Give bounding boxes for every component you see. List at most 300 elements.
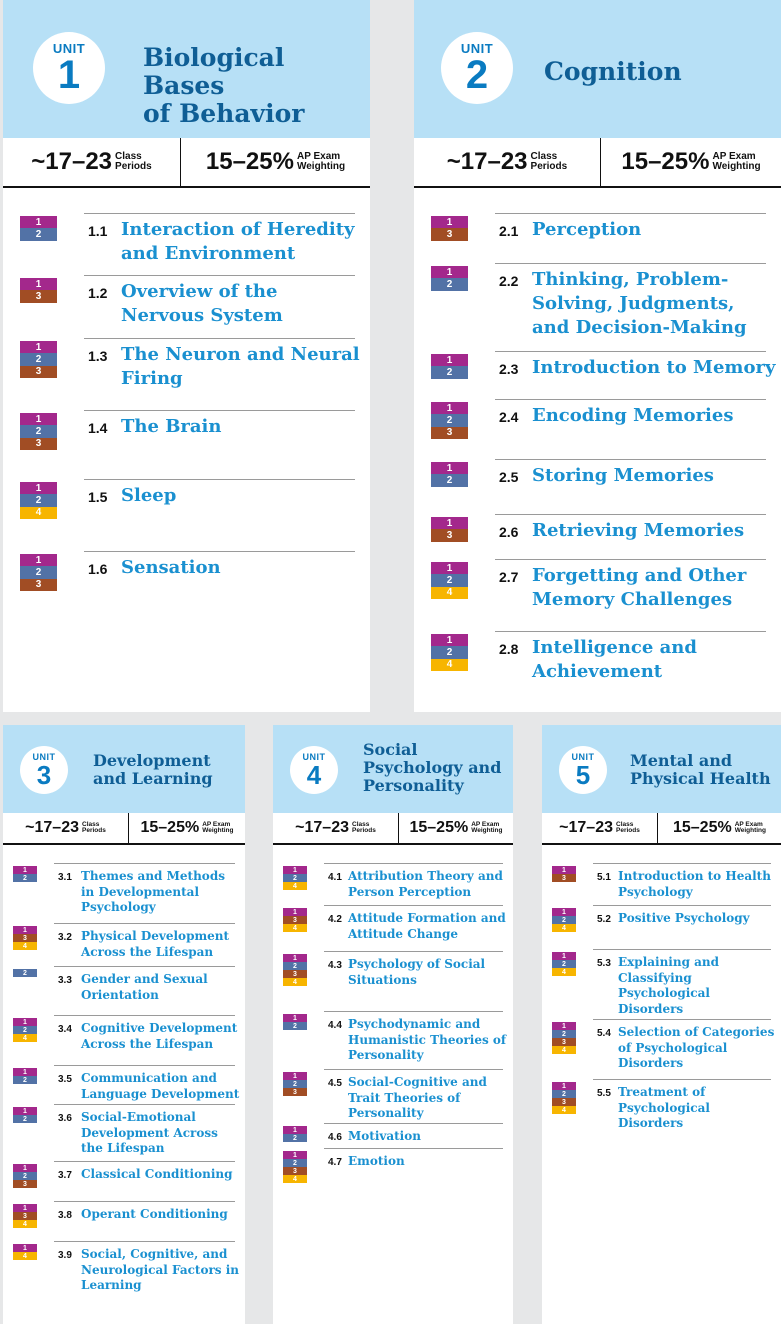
- topic-title[interactable]: [81, 1207, 245, 1223]
- skill-chips: [13, 1244, 37, 1260]
- topic-title-line: Language Development: [81, 1086, 240, 1101]
- topic-row[interactable]: [3, 412, 370, 450]
- topic-title[interactable]: [81, 1247, 245, 1294]
- unit-number: 5: [575, 759, 591, 790]
- topic-title-line: Social, Cognitive, and: [81, 1247, 228, 1261]
- skill-chip-2: 2: [552, 916, 576, 924]
- unit-label: UNIT: [460, 40, 494, 56]
- topic-row[interactable]: [414, 401, 781, 439]
- topic-row[interactable]: [273, 1071, 513, 1120]
- topic-title[interactable]: [348, 869, 513, 900]
- topic-title[interactable]: [81, 1071, 245, 1102]
- topic-title[interactable]: [81, 1021, 245, 1052]
- topic-title-line: Person Perception: [348, 884, 472, 899]
- skill-chips: [13, 1164, 37, 1188]
- skill-chip-1: 1: [552, 866, 576, 874]
- topic-title[interactable]: [121, 219, 365, 267]
- topic-number: 4.6: [328, 1131, 342, 1143]
- exam-weighting-label-line: AP Exam: [734, 820, 763, 828]
- topic-divider: [593, 1079, 771, 1080]
- class-periods-label-line: Periods: [616, 827, 640, 834]
- topic-row[interactable]: [3, 1163, 245, 1188]
- skill-chips: [283, 908, 307, 932]
- topic-row[interactable]: [3, 865, 245, 914]
- skill-chip-1: 1: [13, 926, 37, 934]
- topic-divider: [324, 863, 503, 864]
- topic-row[interactable]: [3, 1067, 245, 1101]
- unit-stats-bar: [3, 138, 370, 188]
- class-periods-label-line: Class: [616, 820, 634, 828]
- skill-chip-4: 4: [283, 1175, 307, 1183]
- skill-chip-1: 1: [13, 866, 37, 874]
- unit-title: [544, 58, 682, 86]
- topic-title[interactable]: [348, 1154, 513, 1170]
- topic-number: 1.1: [88, 222, 108, 239]
- topic-row[interactable]: [3, 553, 370, 591]
- unit-title-line: Social: [363, 740, 418, 759]
- topic-title-line: Sleep: [121, 485, 177, 506]
- topic-title[interactable]: [618, 955, 781, 1017]
- topic-title-line: Physical Development: [81, 929, 230, 943]
- topic-title[interactable]: [618, 869, 781, 900]
- topic-title-line: Treatment of: [618, 1085, 706, 1099]
- exam-weighting-label-line: Weighting: [296, 161, 346, 172]
- topic-title[interactable]: [618, 1085, 781, 1132]
- topic-row[interactable]: [414, 215, 781, 240]
- topic-title-line: Thinking, Problem-: [532, 269, 729, 290]
- class-periods: [3, 148, 180, 176]
- exam-weighting-label-line: Weighting: [471, 827, 503, 834]
- topic-title[interactable]: [532, 405, 776, 429]
- skill-chip-1: 1: [20, 554, 57, 566]
- unit-badge: [441, 32, 513, 104]
- topic-title-line: Psychodynamic and: [348, 1017, 481, 1031]
- skill-chips: [20, 216, 57, 241]
- topic-title-line: Communication and: [81, 1071, 217, 1085]
- unit-stats-bar: [542, 813, 781, 845]
- skill-chip-2: 2: [13, 1076, 37, 1084]
- topic-title[interactable]: [121, 344, 365, 392]
- skill-chips: [431, 517, 468, 542]
- unit-number: 4: [306, 759, 322, 790]
- topic-title-line: Across the Lifespan: [81, 1036, 214, 1051]
- skill-chip-2: 2: [283, 1080, 307, 1088]
- topic-row[interactable]: [414, 353, 781, 378]
- unit-title-line: Biological Bases: [143, 43, 285, 100]
- topic-title-line: and Decision-Making: [532, 317, 747, 338]
- topic-number: 4.4: [328, 1019, 342, 1031]
- exam-weighting-label: [202, 822, 233, 835]
- topic-row[interactable]: [414, 265, 781, 338]
- skill-chip-1: 1: [552, 952, 576, 960]
- skill-chips: [13, 1204, 37, 1228]
- topic-number: 2.8: [499, 640, 519, 657]
- unit-title-line: Mental and: [630, 751, 733, 770]
- skill-chip-2: 2: [283, 874, 307, 882]
- unit-1-card: [3, 0, 370, 712]
- topic-row[interactable]: [3, 340, 370, 389]
- topic-title-line: Positive Psychology: [618, 911, 750, 925]
- skill-chip-1: 1: [20, 278, 57, 290]
- skill-chips: [20, 341, 57, 378]
- exam-weighting-label: [297, 152, 345, 172]
- topic-number: 2.2: [499, 272, 519, 289]
- topic-divider: [54, 863, 235, 864]
- skill-chip-4: 4: [431, 659, 468, 671]
- topic-number: 3.4: [58, 1023, 72, 1035]
- topic-row[interactable]: [3, 277, 370, 326]
- skill-chip-4: 4: [13, 942, 37, 950]
- topic-number: 2.3: [499, 360, 519, 377]
- topic-divider: [324, 1069, 503, 1070]
- unit-label: UNIT: [302, 751, 326, 762]
- topic-title-line: Social-Emotional: [81, 1110, 196, 1124]
- topic-title-line: The Brain: [121, 416, 222, 437]
- topic-row[interactable]: [414, 561, 781, 610]
- topic-title-line: Firing: [121, 368, 183, 389]
- topic-number: 3.1: [58, 871, 72, 883]
- skill-chip-3: 3: [283, 1088, 307, 1096]
- topic-row[interactable]: [3, 925, 245, 959]
- topic-title[interactable]: [348, 957, 513, 988]
- skill-chips: [283, 1014, 307, 1030]
- topic-title-line: Humanistic Theories of: [348, 1032, 507, 1047]
- topic-number: 1.6: [88, 560, 108, 577]
- topic-title-line: Across the Lifespan: [81, 944, 214, 959]
- topic-title[interactable]: [81, 1110, 245, 1157]
- skill-chips: [20, 278, 57, 303]
- topic-title-line: Psychological: [618, 1100, 710, 1115]
- topic-title-line: Explaining and: [618, 955, 720, 969]
- exam-weighting-label-line: Weighting: [712, 161, 761, 172]
- unit-badge: [559, 746, 607, 794]
- exam-weighting: [399, 819, 513, 837]
- skill-chip-3: 3: [552, 874, 576, 882]
- unit-number: 3: [36, 759, 52, 790]
- skill-chip-2: 2: [13, 1026, 37, 1034]
- topic-row[interactable]: [273, 1150, 513, 1183]
- topic-title-line: Intelligence and: [532, 637, 697, 658]
- topic-number: 5.3: [597, 957, 611, 969]
- topic-title-line: Interaction of Heredity: [121, 219, 355, 240]
- exam-weighting-label-line: Weighting: [734, 827, 766, 834]
- topic-divider: [324, 1123, 503, 1124]
- topic-number: 4.7: [328, 1156, 342, 1168]
- unit-title: [630, 752, 771, 788]
- topic-row[interactable]: [3, 968, 245, 1002]
- unit-3-card: [3, 725, 245, 1324]
- topic-title[interactable]: [532, 357, 776, 381]
- class-periods-label-line: Periods: [115, 161, 152, 172]
- skill-chip-1: 1: [13, 1244, 37, 1252]
- class-periods-label-line: Periods: [352, 827, 376, 834]
- topic-title-line: Storing Memories: [532, 465, 714, 486]
- topic-row[interactable]: [3, 1017, 245, 1051]
- unit-badge: [20, 746, 68, 794]
- unit-title-line: and Learning: [93, 768, 213, 788]
- skill-chips: [431, 354, 468, 379]
- topic-row[interactable]: [542, 1081, 781, 1130]
- skill-chip-3: 3: [13, 1180, 37, 1188]
- skill-chip-4: 4: [552, 1106, 576, 1114]
- class-periods-label-line: Class: [82, 820, 100, 828]
- topic-title-line: Memory Challenges: [532, 589, 733, 610]
- topic-title[interactable]: [532, 269, 776, 341]
- topic-row[interactable]: [273, 953, 513, 987]
- skill-chip-3: 3: [431, 228, 468, 240]
- exam-weighting: [658, 819, 781, 837]
- class-periods-value: ~17–23: [295, 819, 349, 836]
- skill-chip-3: 3: [283, 916, 307, 924]
- skill-chip-1: 1: [552, 1022, 576, 1030]
- topic-title[interactable]: [532, 520, 776, 544]
- exam-weighting-value: 15–25%: [140, 819, 200, 836]
- skill-chips: [20, 554, 57, 591]
- skill-chip-1: 1: [13, 1068, 37, 1076]
- topic-row[interactable]: [542, 951, 781, 1016]
- unit-title: [363, 741, 501, 795]
- exam-weighting-value: 15–25%: [672, 819, 732, 836]
- class-periods-label: [531, 152, 568, 172]
- topic-title[interactable]: [618, 1025, 781, 1072]
- exam-weighting-value: 15–25%: [621, 148, 710, 175]
- unit-number: 2: [465, 52, 489, 97]
- class-periods: [414, 148, 600, 176]
- topic-row[interactable]: [3, 215, 370, 264]
- unit-title: [93, 752, 213, 788]
- skill-chip-2: 2: [552, 1090, 576, 1098]
- class-periods-label-line: Periods: [82, 827, 106, 834]
- skill-chip-1: 1: [431, 517, 468, 529]
- exam-weighting-label-line: AP Exam: [202, 820, 231, 828]
- topic-divider: [593, 949, 771, 950]
- unit-header: [542, 725, 781, 813]
- topic-title[interactable]: [121, 281, 365, 329]
- skill-chips: [13, 1018, 37, 1042]
- topic-title-line: Retrieving Memories: [532, 520, 745, 541]
- skill-chip-2: 2: [13, 874, 37, 882]
- topic-number: 1.5: [88, 488, 108, 505]
- topic-title-line: Achievement: [532, 661, 663, 682]
- topic-title-line: Psychology: [81, 900, 156, 914]
- topic-divider: [495, 459, 766, 460]
- topic-title[interactable]: [618, 911, 781, 927]
- unit-header: [414, 0, 781, 138]
- unit-5-card: [542, 725, 781, 1324]
- skill-chip-4: 4: [13, 1034, 37, 1042]
- unit-label: UNIT: [52, 40, 86, 56]
- unit-title-line: of Behavior: [143, 99, 305, 128]
- topic-divider: [495, 631, 766, 632]
- skill-chip-2: 2: [431, 278, 468, 290]
- topic-number: 3.2: [58, 931, 72, 943]
- class-periods: [3, 819, 128, 837]
- topic-title-line: Overview of the: [121, 281, 278, 302]
- skill-chips: [552, 952, 576, 976]
- skill-chip-2: 2: [13, 1115, 37, 1123]
- skill-chip-4: 4: [552, 1046, 576, 1054]
- exam-weighting-value: 15–25%: [205, 148, 294, 175]
- topic-number: 5.4: [597, 1027, 611, 1039]
- topic-title-line: Gender and Sexual: [81, 972, 208, 986]
- topic-divider: [593, 1019, 771, 1020]
- topic-title-line: Social-Cognitive and: [348, 1075, 487, 1089]
- topic-divider: [84, 410, 355, 411]
- topic-title[interactable]: [532, 637, 776, 685]
- skill-chip-1: 1: [283, 1126, 307, 1134]
- topic-divider: [54, 1201, 235, 1202]
- topic-divider: [54, 1241, 235, 1242]
- skill-chip-2: 2: [283, 1159, 307, 1167]
- topic-title[interactable]: [348, 1017, 513, 1064]
- class-periods-label: [82, 822, 106, 835]
- skill-chip-1: 1: [283, 954, 307, 962]
- skill-chip-2: 2: [552, 960, 576, 968]
- skill-chip-1: 1: [431, 402, 468, 414]
- topic-title-line: Psychology: [618, 884, 693, 899]
- topic-row[interactable]: [542, 907, 781, 932]
- unit-title-line: Personality: [363, 775, 464, 795]
- skill-chip-2: 2: [283, 962, 307, 970]
- skill-chip-1: 1: [431, 354, 468, 366]
- skill-chip-2: 2: [431, 646, 468, 658]
- skill-chip-1: 1: [431, 462, 468, 474]
- topic-title-line: Development Across: [81, 1125, 218, 1140]
- topic-row[interactable]: [273, 1125, 513, 1143]
- skill-chips: [13, 866, 37, 882]
- topic-title-line: the Lifespan: [81, 1141, 165, 1155]
- topic-number: 2.6: [499, 523, 519, 540]
- class-periods-value: ~17–23: [446, 148, 528, 175]
- topic-title-line: Learning: [81, 1278, 142, 1292]
- skill-chip-4: 4: [13, 1220, 37, 1228]
- topic-row[interactable]: [3, 1243, 245, 1292]
- exam-weighting-label: [735, 822, 766, 835]
- topic-divider: [54, 1161, 235, 1162]
- exam-weighting-label-line: AP Exam: [712, 151, 756, 162]
- topic-number: 2.4: [499, 408, 519, 425]
- exam-weighting-label-line: Weighting: [202, 827, 234, 834]
- topic-row[interactable]: [542, 865, 781, 899]
- topic-row[interactable]: [3, 481, 370, 519]
- topic-title[interactable]: [532, 219, 776, 243]
- skill-chip-2: 2: [552, 1030, 576, 1038]
- skill-chip-1: 1: [13, 1204, 37, 1212]
- skill-chips: [283, 1072, 307, 1096]
- topic-number: 4.2: [328, 913, 342, 925]
- topic-number: 3.5: [58, 1073, 72, 1085]
- topic-row[interactable]: [414, 516, 781, 541]
- skill-chips: [431, 402, 468, 439]
- skill-chip-2: 2: [20, 566, 57, 578]
- exam-weighting-label-line: AP Exam: [296, 151, 341, 162]
- exam-weighting-value: 15–25%: [409, 819, 469, 836]
- skill-chip-1: 1: [13, 1164, 37, 1172]
- topic-title-line: Neurological Factors in: [81, 1262, 240, 1277]
- topic-divider: [324, 1011, 503, 1012]
- topic-title[interactable]: [121, 416, 365, 440]
- topic-divider: [593, 905, 771, 906]
- topic-row[interactable]: [273, 865, 513, 899]
- exam-weighting: [601, 148, 781, 176]
- topic-divider: [54, 1015, 235, 1016]
- skill-chip-2: 2: [20, 353, 57, 365]
- skill-chips: [283, 1151, 307, 1183]
- unit-stats-bar: [3, 813, 245, 845]
- topic-row[interactable]: [414, 461, 781, 486]
- skill-chips: [13, 1068, 37, 1084]
- topic-row[interactable]: [273, 907, 513, 941]
- unit-badge: [290, 746, 338, 794]
- exam-weighting-label-line: AP Exam: [471, 820, 500, 828]
- unit-label: UNIT: [32, 751, 56, 762]
- topic-title[interactable]: [348, 1129, 513, 1145]
- topic-divider: [495, 559, 766, 560]
- topic-row[interactable]: [3, 1106, 245, 1155]
- topic-number: 3.3: [58, 974, 72, 986]
- topic-title-line: Disorders: [618, 1056, 684, 1070]
- topic-row[interactable]: [3, 1203, 245, 1228]
- topic-title[interactable]: [532, 465, 776, 489]
- skill-chips: [283, 954, 307, 986]
- topic-number: 3.6: [58, 1112, 72, 1124]
- topic-title[interactable]: [81, 1167, 245, 1183]
- skill-chip-1: 1: [552, 1082, 576, 1090]
- unit-2-card: [414, 0, 781, 712]
- topic-title-line: Attitude Formation and: [348, 911, 506, 925]
- topic-title[interactable]: [81, 869, 245, 916]
- topic-title[interactable]: [81, 929, 245, 960]
- skill-chip-2: 2: [431, 574, 468, 586]
- topic-title[interactable]: [532, 565, 776, 613]
- skill-chips: [13, 969, 37, 977]
- class-periods-label-line: Periods: [530, 161, 568, 172]
- topic-number: 5.2: [597, 913, 611, 925]
- topic-title[interactable]: [121, 557, 365, 581]
- topic-title[interactable]: [121, 485, 365, 509]
- skill-chip-1: 1: [283, 1072, 307, 1080]
- skill-chip-1: 1: [431, 634, 468, 646]
- skill-chip-1: 1: [431, 216, 468, 228]
- topic-title[interactable]: [348, 1075, 513, 1122]
- unit-header: [3, 725, 245, 813]
- skill-chip-2: 2: [431, 414, 468, 426]
- topic-divider: [54, 923, 235, 924]
- topic-row[interactable]: [542, 1021, 781, 1070]
- skill-chip-1: 1: [431, 266, 468, 278]
- topic-divider: [495, 263, 766, 264]
- topic-row[interactable]: [414, 633, 781, 682]
- topic-title-line: Encoding Memories: [532, 405, 734, 426]
- skill-chip-1: 1: [283, 1151, 307, 1159]
- topic-title[interactable]: [81, 972, 245, 1003]
- topic-title-line: Disorders: [618, 1116, 684, 1130]
- topic-divider: [84, 213, 355, 214]
- skill-chip-1: 1: [20, 341, 57, 353]
- topic-title[interactable]: [348, 911, 513, 942]
- topic-row[interactable]: [273, 1013, 513, 1062]
- topic-title-line: Introduction to Memory: [532, 357, 776, 378]
- topic-number: 3.8: [58, 1209, 72, 1221]
- skill-chips: [431, 266, 468, 291]
- skill-chip-3: 3: [13, 1212, 37, 1220]
- skill-chips: [552, 1022, 576, 1054]
- topic-divider: [54, 966, 235, 967]
- skill-chip-4: 4: [283, 978, 307, 986]
- exam-weighting-label: [712, 152, 760, 172]
- skill-chips: [431, 216, 468, 241]
- topic-title-line: Emotion: [348, 1154, 405, 1168]
